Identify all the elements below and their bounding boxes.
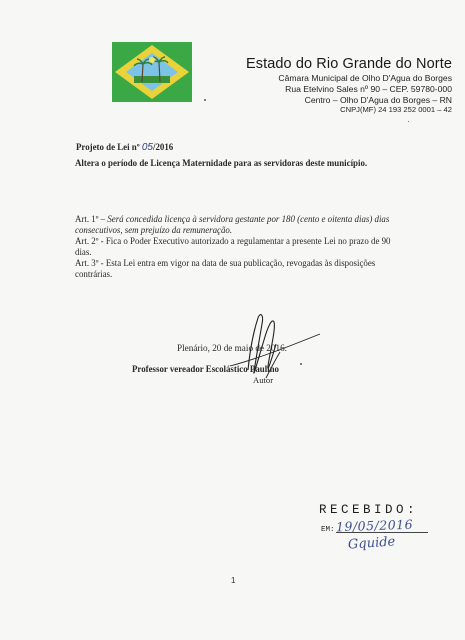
article-label: Art. 3º - [75, 257, 104, 268]
address-line: Rua Etelvino Sales nº 90 – CEP. 59780-000 [285, 83, 452, 94]
article-label: Art. 2º - [75, 235, 104, 246]
author-role: Autor [253, 375, 274, 385]
scan-speck [300, 363, 302, 365]
article-text: Esta Lei entra em vigor na data de sua publicação, revogadas às disposições contrárias. [75, 257, 376, 279]
place-and-date: Plenário, 20 de maio de 2016. [177, 343, 287, 353]
city-line: Centro – Olho D'Agua do Borges – RN [304, 94, 452, 105]
articles [75, 214, 395, 279]
scan-speck [408, 121, 409, 122]
article-text: Fica o Poder Executivo autorizado a regulamentar a presente Lei no prazo de 90 dias. [75, 235, 391, 257]
scan-speck [204, 99, 206, 101]
article-label: Art. 1º – [75, 214, 106, 224]
article-2 [75, 236, 395, 258]
article-text: Será concedida licença à servidora gestante por 180 (cento e oitenta dias) dias consecutivos, sem prejuízo da remuneração. [75, 214, 390, 235]
article-3 [75, 258, 395, 280]
received-stamp-title: RECEBIDO: [319, 503, 419, 517]
state-title: Estado do Rio Grande do Norte [245, 56, 452, 72]
cnpj-line: CNPJ(MF) 24 193 252 0001 – 42 [340, 105, 452, 115]
project-label: Projeto de Lei nº [76, 142, 140, 152]
municipal-logo [112, 42, 192, 102]
project-heading [76, 142, 173, 153]
project-number: 05 [141, 142, 153, 153]
article-1 [75, 214, 395, 236]
author-name: Professor vereador Escolástico Paulino [132, 364, 279, 374]
project-year: 2016 [155, 142, 174, 152]
letterhead [232, 56, 452, 116]
received-stamp-em-label: EM: [321, 526, 335, 534]
project-separator: / [153, 142, 156, 152]
chamber-name: Câmara Municipal de Olho D'Agua do Borges [278, 73, 452, 83]
received-date-handwritten: 19/05/2016 [335, 516, 414, 535]
page-number: 1 [231, 576, 236, 585]
law-subject: Altera o período de Licença Maternidade para as servidoras deste município. [75, 158, 368, 168]
received-initials-handwritten: Gquide [347, 534, 396, 553]
